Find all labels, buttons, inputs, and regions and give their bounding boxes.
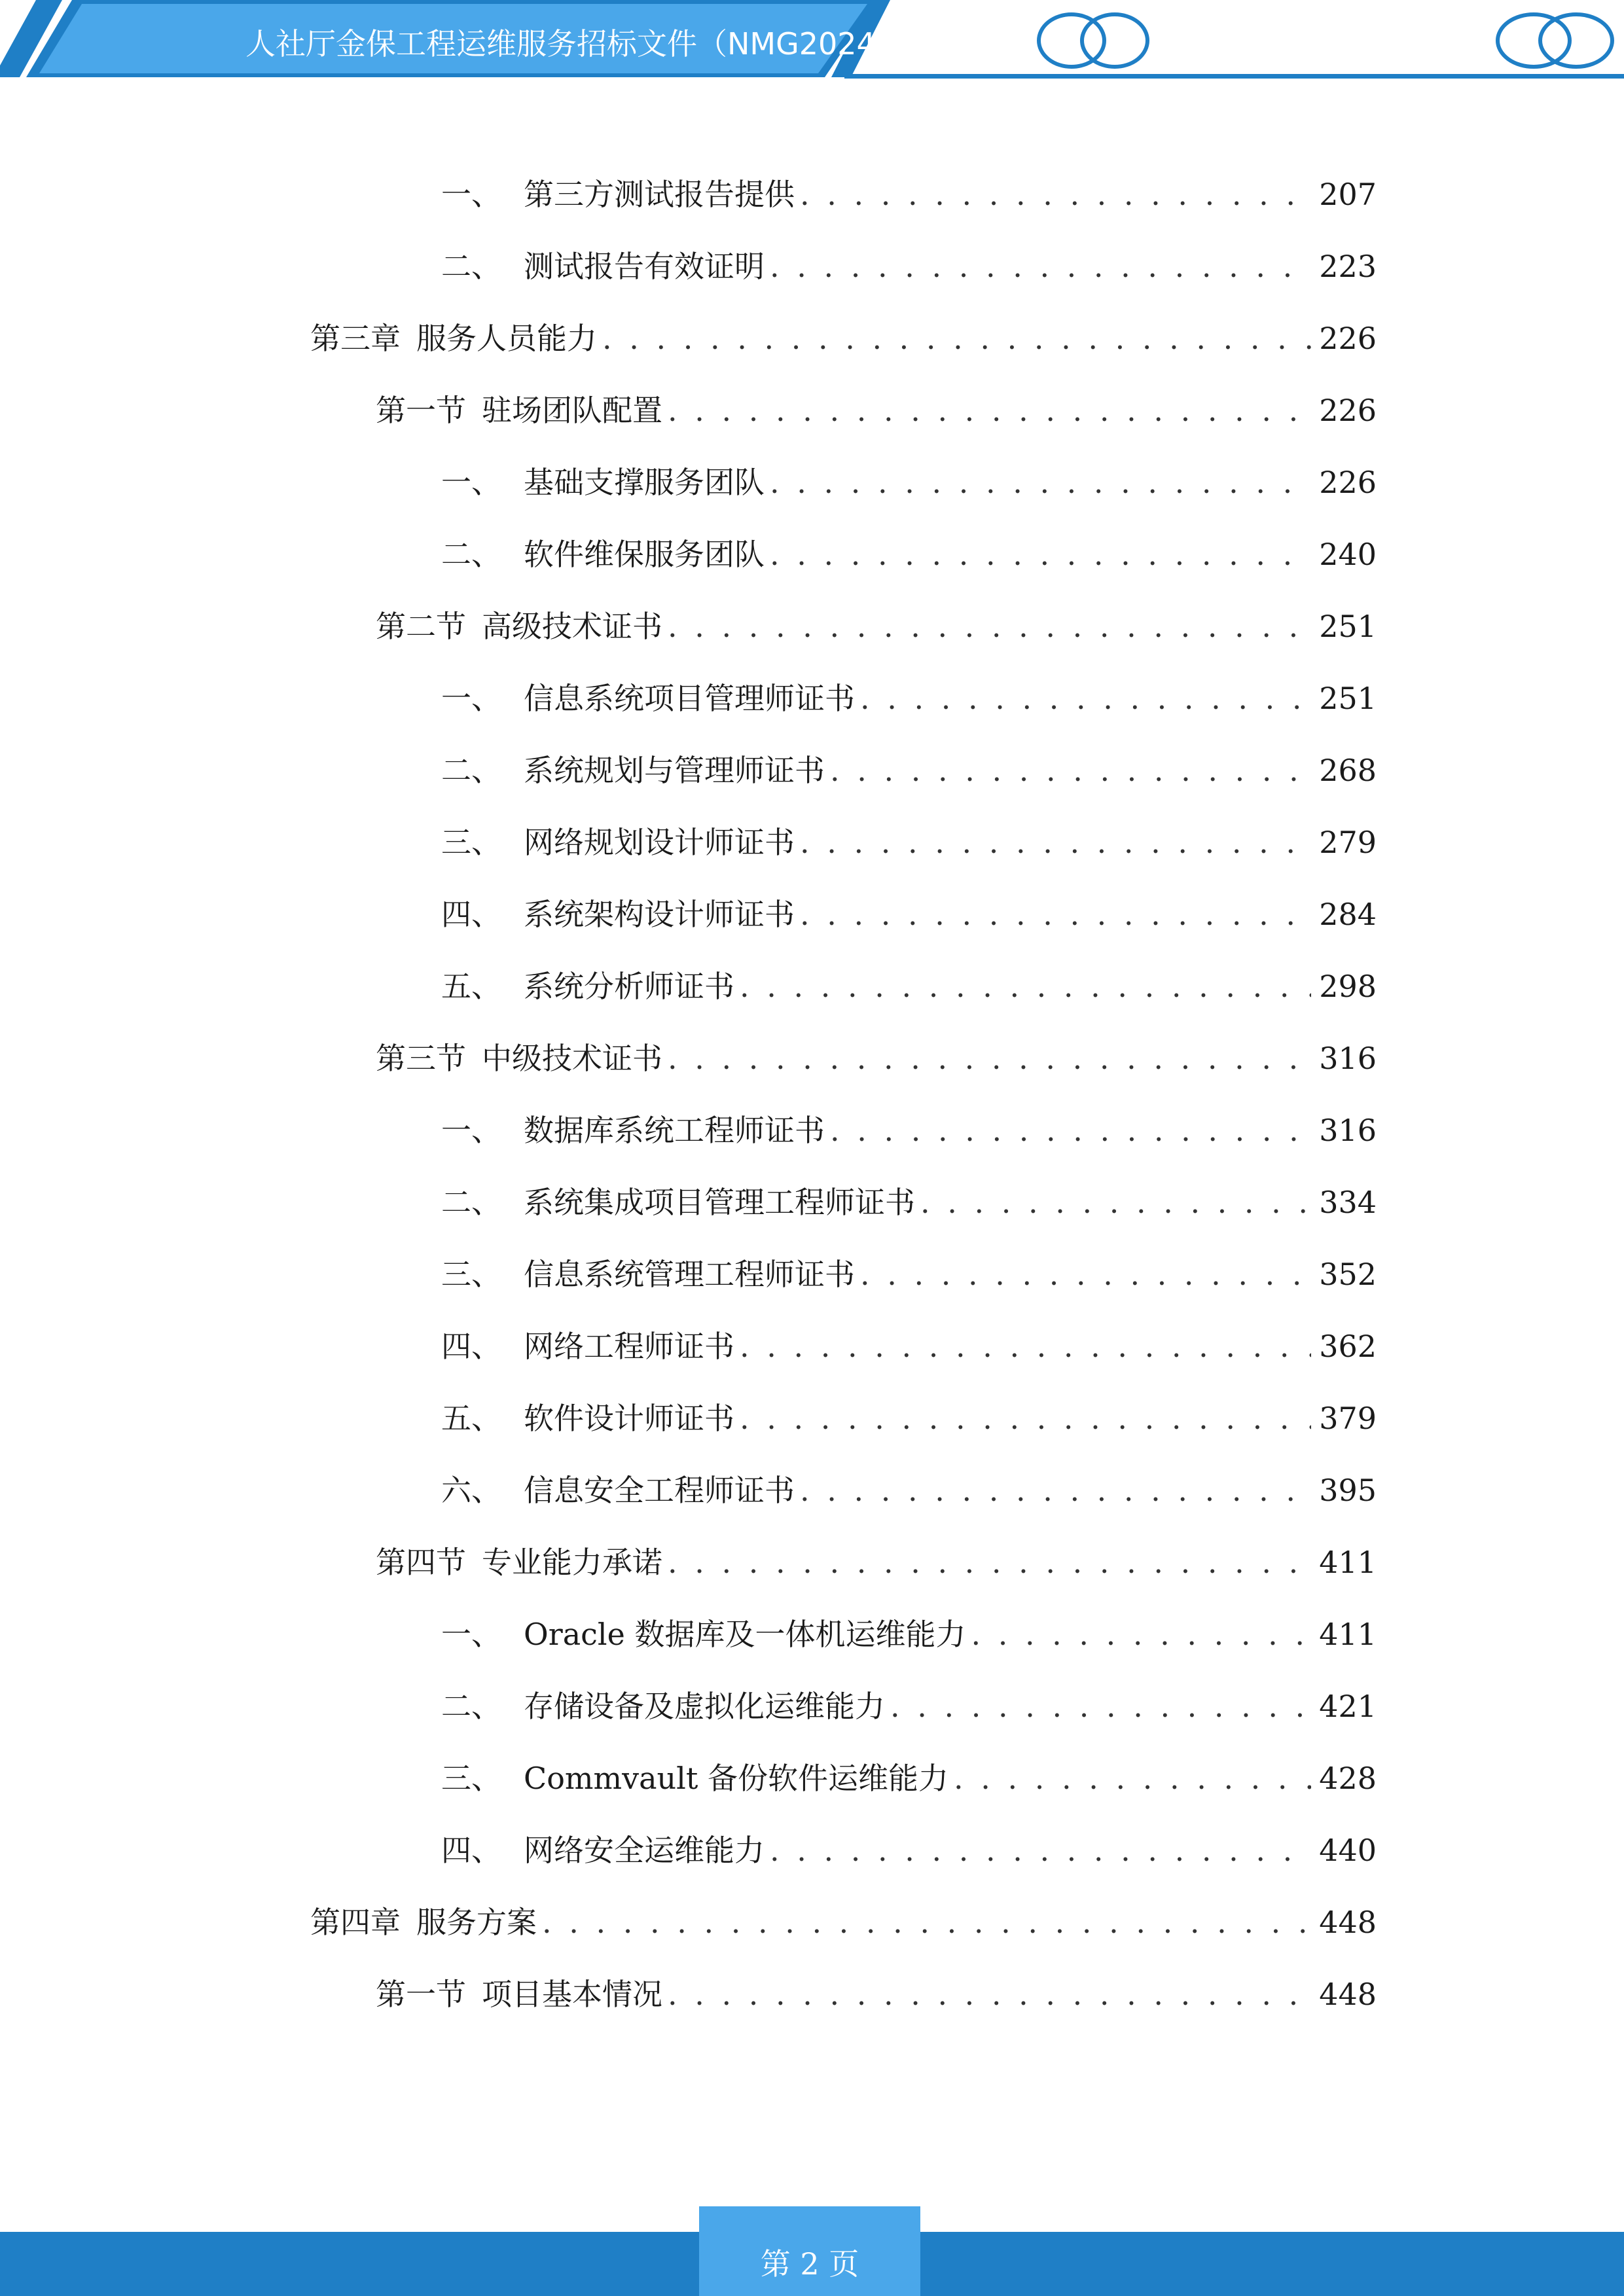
- toc-dot-leader: [770, 531, 1311, 577]
- toc-dot-leader: [860, 1251, 1311, 1297]
- toc-entry-number: 三、: [441, 1257, 501, 1292]
- toc-entry[interactable]: [441, 1323, 1377, 1369]
- toc-page-number: 268: [1319, 753, 1377, 788]
- toc-dot-leader: [800, 171, 1311, 217]
- toc-dot-leader: [800, 819, 1311, 865]
- toc-entry-number: 四、: [441, 1329, 501, 1364]
- toc-entry-number: 一、: [441, 465, 501, 500]
- toc-entry-number: 第三章: [310, 321, 401, 356]
- toc-dot-leader: [668, 387, 1311, 433]
- toc-entry[interactable]: [441, 675, 1377, 721]
- toc-entry-number: 四、: [441, 897, 501, 932]
- toc-page-number: 284: [1319, 897, 1377, 932]
- toc-dot-leader: [740, 1395, 1311, 1441]
- toc-page-number: 316: [1319, 1113, 1377, 1148]
- toc-entry-number: 第一节: [376, 393, 466, 428]
- toc-dot-leader: [770, 1827, 1311, 1873]
- toc-page-number: 226: [1319, 321, 1377, 356]
- toc-entry-number: 第一节: [376, 1977, 466, 2012]
- toc-entry[interactable]: [441, 171, 1377, 217]
- toc-entry-title: 测试报告有效证明: [524, 249, 765, 284]
- toc-page-number: 421: [1319, 1689, 1377, 1724]
- toc-page-number: 428: [1319, 1761, 1377, 1796]
- toc-entry[interactable]: [441, 1683, 1377, 1729]
- toc-entry-title: 系统分析师证书: [524, 969, 734, 1004]
- toc-entry[interactable]: [441, 531, 1377, 577]
- toc-dot-leader: [770, 243, 1311, 289]
- toc-dot-leader: [971, 1611, 1311, 1657]
- document-title: 人社厅金保工程运维服务招标文件（NMG2024: [245, 26, 876, 62]
- toc-entry-title: Oracle 数据库及一体机运维能力: [524, 1617, 966, 1652]
- toc-dot-leader: [668, 1971, 1311, 2017]
- toc-page-number: 251: [1319, 609, 1377, 644]
- toc-dot-leader: [860, 675, 1311, 721]
- toc-page-number: 226: [1319, 393, 1377, 428]
- toc-page-number: 362: [1319, 1329, 1377, 1364]
- toc-entry-title: 软件维保服务团队: [524, 537, 765, 572]
- toc-page-number: 411: [1319, 1545, 1377, 1580]
- toc-entry-title: 中级技术证书: [482, 1041, 662, 1076]
- toc-page-number: 223: [1319, 249, 1377, 284]
- toc-entry-title: 信息安全工程师证书: [524, 1473, 795, 1508]
- toc-entry-title: 驻场团队配置: [482, 393, 662, 428]
- toc-entry-title: 高级技术证书: [482, 609, 662, 644]
- toc-entry-number: 五、: [441, 1401, 501, 1436]
- toc-page-number: 226: [1319, 465, 1377, 500]
- toc-entry-number: 一、: [441, 1113, 501, 1148]
- toc-entry-number: 五、: [441, 969, 501, 1004]
- toc-dot-leader: [740, 963, 1311, 1009]
- page-number: 第 2 页: [760, 2246, 859, 2282]
- toc-entry-title: 数据库系统工程师证书: [524, 1113, 825, 1148]
- toc-page-number: 279: [1319, 825, 1377, 860]
- rings-logo-icon: [1039, 14, 1147, 67]
- toc-entry-title: 服务人员能力: [416, 321, 597, 356]
- toc-entry-number: 第二节: [376, 609, 466, 644]
- toc-entry-title: 第三方测试报告提供: [524, 177, 795, 212]
- toc-entry[interactable]: [376, 387, 1377, 433]
- toc-entry[interactable]: [376, 1971, 1377, 2017]
- toc-entry-title: 网络规划设计师证书: [524, 825, 795, 860]
- toc-entry[interactable]: [441, 459, 1377, 505]
- toc-entry-title: 软件设计师证书: [524, 1401, 734, 1436]
- toc-entry-number: 二、: [441, 249, 501, 284]
- toc-dot-leader: [668, 1539, 1311, 1585]
- toc-entry-number: 二、: [441, 1185, 501, 1220]
- toc-entry[interactable]: [441, 1107, 1377, 1153]
- toc-entry[interactable]: [376, 1035, 1377, 1081]
- toc-page-number: 207: [1319, 177, 1377, 212]
- toc-entry[interactable]: [441, 1755, 1377, 1801]
- toc-page-number: 395: [1319, 1473, 1377, 1508]
- toc-entry[interactable]: [441, 1251, 1377, 1297]
- toc-entry-title: 基础支撑服务团队: [524, 465, 765, 500]
- toc-dot-leader: [602, 315, 1311, 361]
- rings-logo-icon-right: [1498, 14, 1612, 67]
- toc-entry[interactable]: [376, 1539, 1377, 1585]
- toc-page-number: 440: [1319, 1833, 1377, 1868]
- toc-entry-number: 二、: [441, 753, 501, 788]
- toc-dot-leader: [800, 891, 1311, 937]
- toc-entry[interactable]: [441, 1467, 1377, 1513]
- toc-entry-title: 信息系统项目管理师证书: [524, 681, 855, 716]
- toc-entry-number: 第四章: [310, 1905, 401, 1940]
- toc-page-number: 251: [1319, 681, 1377, 716]
- header-baseline: [844, 74, 1624, 79]
- toc-entry-number: 第四节: [376, 1545, 466, 1580]
- toc-entry[interactable]: [310, 315, 1377, 361]
- toc-dot-leader: [890, 1683, 1311, 1729]
- toc-dot-leader: [830, 1107, 1311, 1153]
- toc-entry[interactable]: [441, 1827, 1377, 1873]
- toc-entry[interactable]: [441, 1179, 1377, 1225]
- toc-entry-title: 系统规划与管理师证书: [524, 753, 825, 788]
- toc-dot-leader: [740, 1323, 1311, 1369]
- toc-entry-title: 专业能力承诺: [482, 1545, 662, 1580]
- toc-page-number: 448: [1319, 1977, 1377, 2012]
- toc-entry-title: 网络工程师证书: [524, 1329, 734, 1364]
- toc-entry[interactable]: [376, 603, 1377, 649]
- page-header: [0, 0, 1624, 85]
- toc-entry-title: 网络安全运维能力: [524, 1833, 765, 1868]
- toc-page-number: 379: [1319, 1401, 1377, 1436]
- toc-dot-leader: [668, 1035, 1311, 1081]
- toc-page-number: 334: [1319, 1185, 1377, 1220]
- toc-entry-number: 一、: [441, 1617, 501, 1652]
- toc-entry[interactable]: [441, 891, 1377, 937]
- toc-entry-number: 四、: [441, 1833, 501, 1868]
- toc-page-number: 352: [1319, 1257, 1377, 1292]
- toc-entry-number: 二、: [441, 537, 501, 572]
- toc-entry[interactable]: [441, 243, 1377, 289]
- toc-page-number: 411: [1319, 1617, 1377, 1652]
- toc-entry-title: 信息系统管理工程师证书: [524, 1257, 855, 1292]
- toc-dot-leader: [542, 1899, 1311, 1945]
- toc-dot-leader: [920, 1179, 1311, 1225]
- toc-entry[interactable]: [441, 1395, 1377, 1441]
- toc-page-number: 240: [1319, 537, 1377, 572]
- toc-entry-title: 项目基本情况: [482, 1977, 662, 2012]
- toc-entry-title: 存储设备及虚拟化运维能力: [524, 1689, 885, 1724]
- toc-dot-leader: [668, 603, 1311, 649]
- toc-page-number: 316: [1319, 1041, 1377, 1076]
- toc-entry[interactable]: [441, 747, 1377, 793]
- toc-entry-number: 三、: [441, 1761, 501, 1796]
- toc-entry-title: 系统集成项目管理工程师证书: [524, 1185, 915, 1220]
- toc-dot-leader: [830, 747, 1311, 793]
- toc-page-number: 448: [1319, 1905, 1377, 1940]
- toc-entry-number: 二、: [441, 1689, 501, 1724]
- toc-entry[interactable]: [310, 1899, 1377, 1945]
- toc-entry-number: 六、: [441, 1473, 501, 1508]
- toc-entry-title: 服务方案: [416, 1905, 537, 1940]
- toc-dot-leader: [770, 459, 1311, 505]
- toc-entry[interactable]: [441, 963, 1377, 1009]
- toc-entry-number: 三、: [441, 825, 501, 860]
- toc-entry-number: 一、: [441, 681, 501, 716]
- toc-entry[interactable]: [441, 1611, 1377, 1657]
- toc-entry-number: 一、: [441, 177, 501, 212]
- toc-page-number: 298: [1319, 969, 1377, 1004]
- toc-entry-title: Commvault 备份软件运维能力: [524, 1761, 948, 1796]
- toc-dot-leader: [800, 1467, 1311, 1513]
- toc-dot-leader: [954, 1755, 1311, 1801]
- toc-entry-number: 第三节: [376, 1041, 466, 1076]
- toc-entry[interactable]: [441, 819, 1377, 865]
- toc-entry-title: 系统架构设计师证书: [524, 897, 795, 932]
